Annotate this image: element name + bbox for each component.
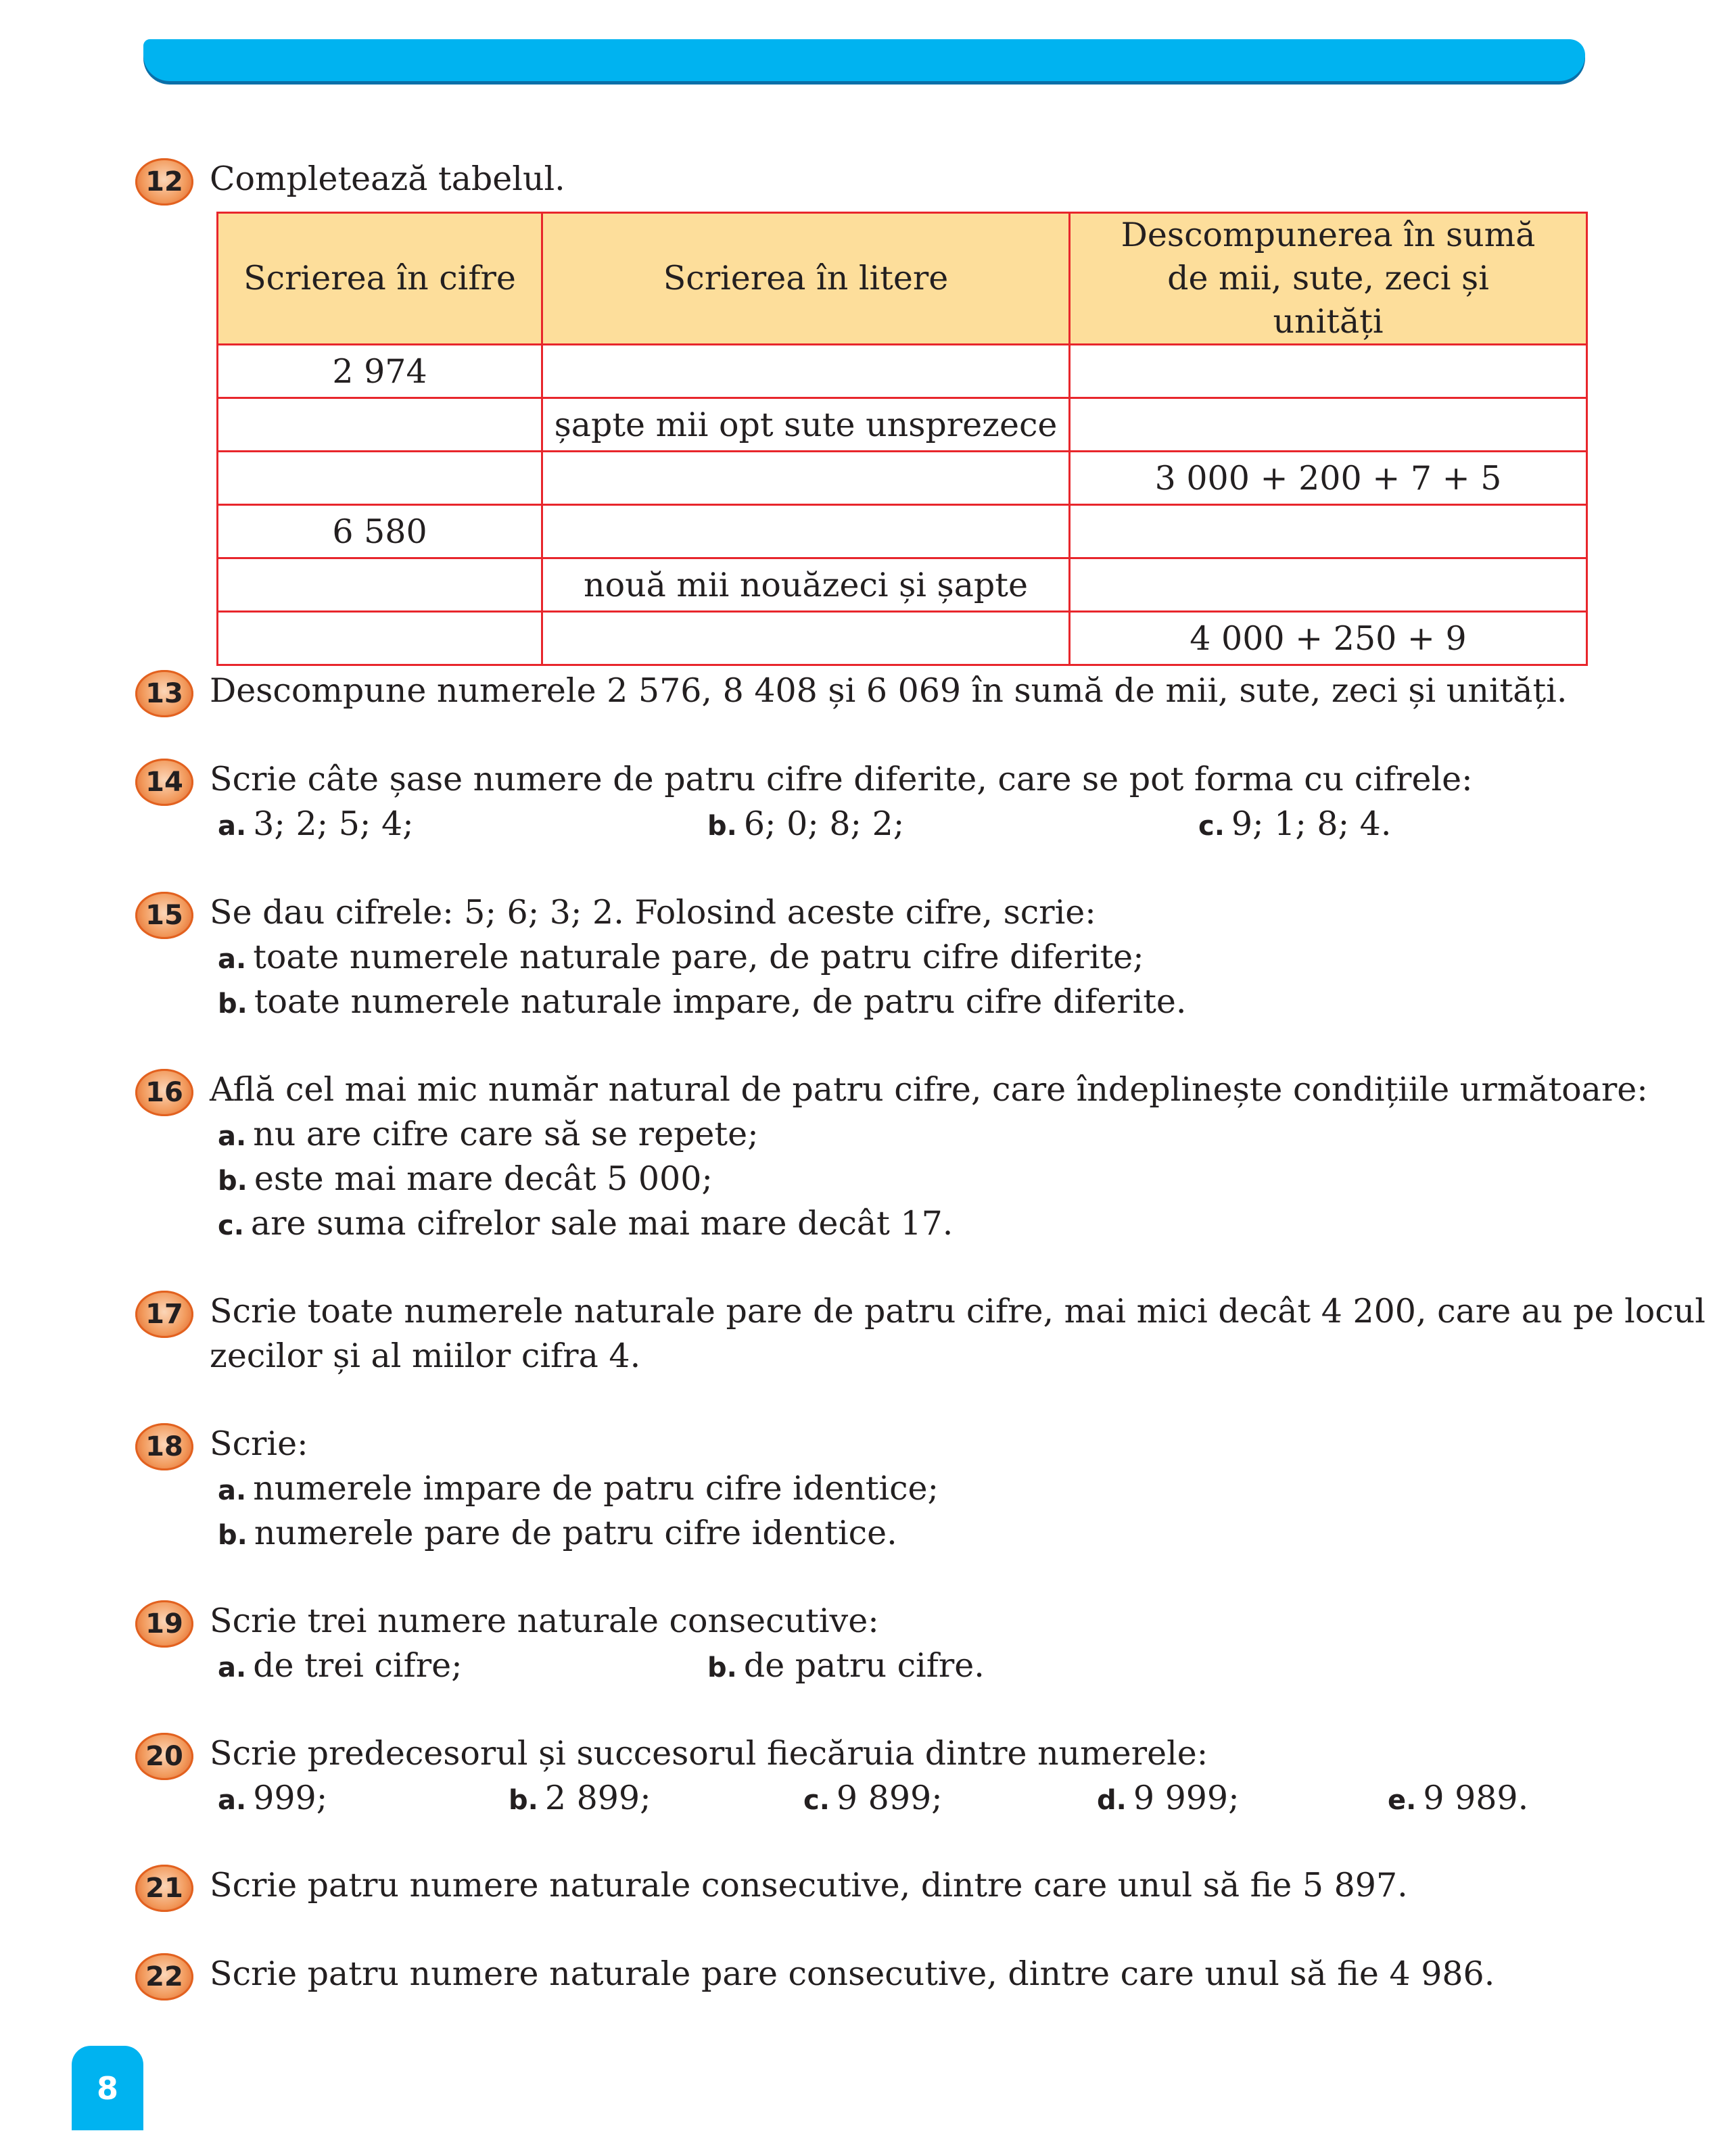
exercise-number-badge: 18 xyxy=(135,1423,193,1470)
exercise-number-badge: 21 xyxy=(135,1865,193,1912)
exercise-item xyxy=(707,802,904,848)
exercise-item xyxy=(1198,802,1391,848)
table-cell[interactable] xyxy=(218,612,542,665)
table-cell[interactable] xyxy=(542,345,1070,398)
table-cell[interactable]: 3 000 + 200 + 7 + 5 xyxy=(1070,452,1587,505)
exercise-item xyxy=(218,802,414,848)
exercise-17-prompt-continued: zecilor și al miilor cifra 4. xyxy=(210,1337,641,1375)
item-label: a. xyxy=(218,811,247,842)
item-label: c. xyxy=(1198,811,1225,842)
exercise-number-badge: 12 xyxy=(135,158,193,206)
item-text: are suma cifrelor sale mai mare decât 17. xyxy=(250,1204,954,1243)
exercise-19-prompt: Scrie trei numere naturale consecutive: xyxy=(210,1602,879,1640)
page-number: 8 xyxy=(72,2046,143,2130)
item-label: e. xyxy=(1388,1785,1417,1816)
table-cell[interactable]: 6 580 xyxy=(218,505,542,558)
table-cell[interactable]: șapte mii opt sute unsprezece xyxy=(542,398,1070,452)
item-label: a. xyxy=(218,1121,247,1152)
item-text: 9 989. xyxy=(1423,1779,1529,1817)
exercise-item xyxy=(218,1112,759,1159)
exercise-17-prompt: Scrie toate numerele naturale pare de patru cifre, mai mici decât 4 200, care au pe locul xyxy=(210,1292,1706,1331)
exercise-number-badge: 14 xyxy=(135,759,193,806)
table-cell[interactable]: 4 000 + 250 + 9 xyxy=(1070,612,1587,665)
item-label: b. xyxy=(509,1785,538,1816)
item-label: b. xyxy=(218,1166,248,1197)
table-cell[interactable] xyxy=(1070,505,1587,558)
table-cell[interactable] xyxy=(1070,558,1587,612)
exercise-18-prompt: Scrie: xyxy=(210,1424,308,1463)
item-text: numerele pare de patru cifre identice. xyxy=(254,1514,897,1552)
exercise-item xyxy=(218,1644,463,1690)
exercise-12-prompt: Completează tabelul. xyxy=(210,160,565,198)
item-label: c. xyxy=(218,1210,244,1241)
header-decomposition-text: Descompunerea în sumă de mii, sute, zeci și unități xyxy=(1121,216,1536,341)
item-text: 9 899; xyxy=(836,1779,943,1817)
item-label: d. xyxy=(1097,1785,1127,1816)
exercise-item xyxy=(218,1157,713,1203)
exercise-item xyxy=(218,935,1144,982)
table-row xyxy=(218,612,1587,665)
table-cell[interactable] xyxy=(1070,345,1587,398)
table-cell[interactable] xyxy=(218,558,542,612)
exercise-13-prompt: Descompune numerele 2 576, 8 408 și 6 069 în sumă de mii, sute, zeci și unități. xyxy=(210,671,1568,710)
table-cell[interactable] xyxy=(542,452,1070,505)
item-text: 999; xyxy=(253,1779,328,1817)
fill-in-table xyxy=(216,212,1588,666)
table-cell[interactable]: nouă mii nouăzeci și șapte xyxy=(542,558,1070,612)
exercise-number-badge: 19 xyxy=(135,1600,193,1648)
item-label: b. xyxy=(218,988,248,1020)
item-text: toate numerele naturale pare, de patru cifre diferite; xyxy=(253,938,1144,976)
item-text: 2 899; xyxy=(544,1779,651,1817)
item-label: a. xyxy=(218,1785,247,1816)
table-row xyxy=(218,558,1587,612)
table-cell[interactable]: 2 974 xyxy=(218,345,542,398)
item-text: 9 999; xyxy=(1133,1779,1240,1817)
exercise-item xyxy=(1388,1776,1528,1823)
item-text: 6; 0; 8; 2; xyxy=(743,805,905,843)
exercise-14-prompt: Scrie câte șase numere de patru cifre diferite, care se pot forma cu cifrele: xyxy=(210,760,1473,798)
table-row xyxy=(218,345,1587,398)
table-row xyxy=(218,398,1587,452)
exercise-21-prompt: Scrie patru numere naturale consecutive, dintre care unul să fie 5 897. xyxy=(210,1866,1408,1905)
item-label: b. xyxy=(707,811,737,842)
exercise-item xyxy=(803,1776,943,1823)
item-text: 9; 1; 8; 4. xyxy=(1231,805,1392,843)
table-cell[interactable] xyxy=(542,505,1070,558)
exercise-item xyxy=(218,1466,939,1513)
item-text: este mai mare decât 5 000; xyxy=(254,1159,713,1198)
exercise-number-badge: 15 xyxy=(135,892,193,939)
exercise-item xyxy=(218,980,1186,1026)
exercise-16-prompt: Află cel mai mic număr natural de patru cifre, care îndeplinește condițiile următoare: xyxy=(210,1070,1648,1109)
exercise-item xyxy=(218,1776,327,1823)
item-label: a. xyxy=(218,944,247,975)
exercise-item xyxy=(509,1776,651,1823)
item-text: toate numerele naturale impare, de patru cifre diferite. xyxy=(254,982,1187,1021)
item-label: c. xyxy=(803,1785,830,1816)
table-row xyxy=(218,505,1587,558)
exercise-number-badge: 16 xyxy=(135,1069,193,1116)
exercise-number-badge: 20 xyxy=(135,1733,193,1780)
item-label: a. xyxy=(218,1652,247,1683)
exercise-item xyxy=(218,1201,953,1248)
table-cell[interactable] xyxy=(1070,398,1587,452)
table-row xyxy=(218,452,1587,505)
header-words: Scrierea în litere xyxy=(542,213,1070,345)
header-bar xyxy=(143,39,1585,81)
table-cell[interactable] xyxy=(218,452,542,505)
exercise-item xyxy=(707,1644,985,1690)
exercise-20-prompt: Scrie predecesorul și succesorul fiecăruia dintre numerele: xyxy=(210,1734,1208,1773)
table-cell[interactable] xyxy=(542,612,1070,665)
table-cell[interactable] xyxy=(218,398,542,452)
table-header-row xyxy=(218,213,1587,345)
exercise-number-badge: 13 xyxy=(135,670,193,717)
item-label: b. xyxy=(707,1652,737,1683)
item-text: numerele impare de patru cifre identice; xyxy=(253,1469,939,1508)
item-label: b. xyxy=(218,1520,248,1551)
exercise-22-prompt: Scrie patru numere naturale pare consecutive, dintre care unul să fie 4 986. xyxy=(210,1955,1495,1993)
item-label: a. xyxy=(218,1475,247,1506)
header-digits: Scrierea în cifre xyxy=(218,213,542,345)
item-text: nu are cifre care să se repete; xyxy=(253,1115,759,1153)
header-decomposition xyxy=(1070,213,1587,345)
exercise-item xyxy=(218,1511,897,1558)
exercise-number-badge: 17 xyxy=(135,1291,193,1338)
exercise-15-prompt: Se dau cifrele: 5; 6; 3; 2. Folosind aceste cifre, scrie: xyxy=(210,893,1096,932)
item-text: de patru cifre. xyxy=(743,1646,985,1685)
item-text: 3; 2; 5; 4; xyxy=(253,805,414,843)
item-text: de trei cifre; xyxy=(253,1646,463,1685)
exercise-number-badge: 22 xyxy=(135,1953,193,2001)
exercise-item xyxy=(1097,1776,1240,1823)
